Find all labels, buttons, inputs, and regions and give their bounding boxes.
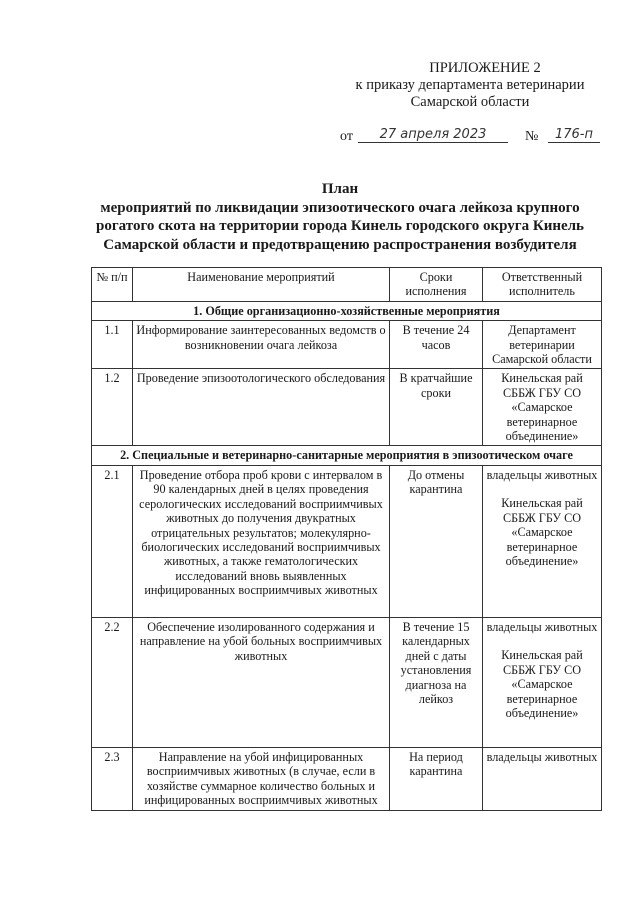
section-row-2 <box>92 446 602 465</box>
title-line-4: Самарской области и предотвращению распространения возбудителя <box>103 236 577 253</box>
header-term: Сроки исполнения <box>390 268 483 302</box>
table-header-row <box>92 268 602 302</box>
measures-table <box>91 267 602 811</box>
table-row <box>92 747 602 810</box>
header-resp: Ответственный исполнитель <box>483 268 602 302</box>
row-resp: Департамент ветеринарии Самарской области <box>483 321 602 369</box>
row-resp <box>483 465 602 617</box>
title-line-2: мероприятий по ликвидации эпизоотического очага лейкоза крупного <box>100 199 580 216</box>
row-term: В кратчайшие сроки <box>390 369 483 446</box>
title-line-3: рогатого скота на территории города Кинель городского округа Кинель <box>96 218 584 234</box>
document-title <box>80 180 600 254</box>
row-resp: владельцы животных <box>483 747 602 810</box>
row-term: В течение 15 календарных дней с даты установления диагноза на лейкоз <box>390 617 483 747</box>
header-name: Наименование мероприятий <box>133 268 390 302</box>
row-term: До отмены карантина <box>390 465 483 617</box>
order-date: 27 апреля 2023 <box>358 127 508 143</box>
order-number-label: № <box>525 129 539 144</box>
row-num: 2.1 <box>92 465 133 617</box>
section-2-title: 2. Специальные и ветеринарно-санитарные мероприятия в эпизоотическом очаге <box>92 446 602 465</box>
order-from-label: от <box>340 129 353 144</box>
row-name: Проведение эпизоотологического обследования <box>133 369 390 446</box>
row-resp-secondary: Кинельская рай СББЖ ГБУ СО «Самарское ветеринарное объединение» <box>501 648 583 720</box>
table-row <box>92 369 602 446</box>
row-num: 2.3 <box>92 747 133 810</box>
row-resp-secondary: Кинельская рай СББЖ ГБУ СО «Самарское ветеринарное объединение» <box>501 496 583 568</box>
row-name: Направление на убой инфицированных восприимчивых животных (в случае, если в хозяйстве суммарное количество больных и инфицированных восприимчивых животных <box>133 747 390 810</box>
row-term: На период карантина <box>390 747 483 810</box>
section-1-title: 1. Общие организационно-хозяйственные мероприятия <box>92 301 602 320</box>
appendix-region: Самарской области <box>410 94 530 110</box>
row-num: 1.1 <box>92 321 133 369</box>
table-row <box>92 617 602 747</box>
header-num: № п/п <box>92 268 133 302</box>
appendix-order-ref: к приказу департамента ветеринарии <box>355 77 585 93</box>
row-resp <box>483 617 602 747</box>
row-name: Информирование заинтересованных ведомств о возникновении очага лейкоза <box>133 321 390 369</box>
row-name: Обеспечение изолированного содержания и направление на убой больных восприимчивых животных <box>133 617 390 747</box>
table-row <box>92 321 602 369</box>
row-resp-primary: владельцы животных <box>486 619 598 634</box>
appendix-title: ПРИЛОЖЕНИЕ 2 <box>429 60 541 76</box>
row-num: 2.2 <box>92 617 133 747</box>
row-term: В течение 24 часов <box>390 321 483 369</box>
row-num: 1.2 <box>92 369 133 446</box>
table-row <box>92 465 602 617</box>
title-line-1: План <box>321 181 359 197</box>
row-resp-primary: владельцы животных <box>486 467 598 482</box>
row-name: Проведение отбора проб крови с интервалом в 90 календарных дней в целях проведения серологических исследований восприимчивых животных до получения двукратных отрицательных результатов; молекулярно-биологических исследований восприимчивых животных, а также гематологических исследований вновь выявленных инфицированных восприимчивых животных <box>133 465 390 617</box>
appendix-header <box>330 60 610 111</box>
order-number: 176-п <box>548 127 600 143</box>
row-resp: Кинельская рай СББЖ ГБУ СО «Самарское ветеринарное объединение» <box>483 369 602 446</box>
section-row-1 <box>92 301 602 320</box>
